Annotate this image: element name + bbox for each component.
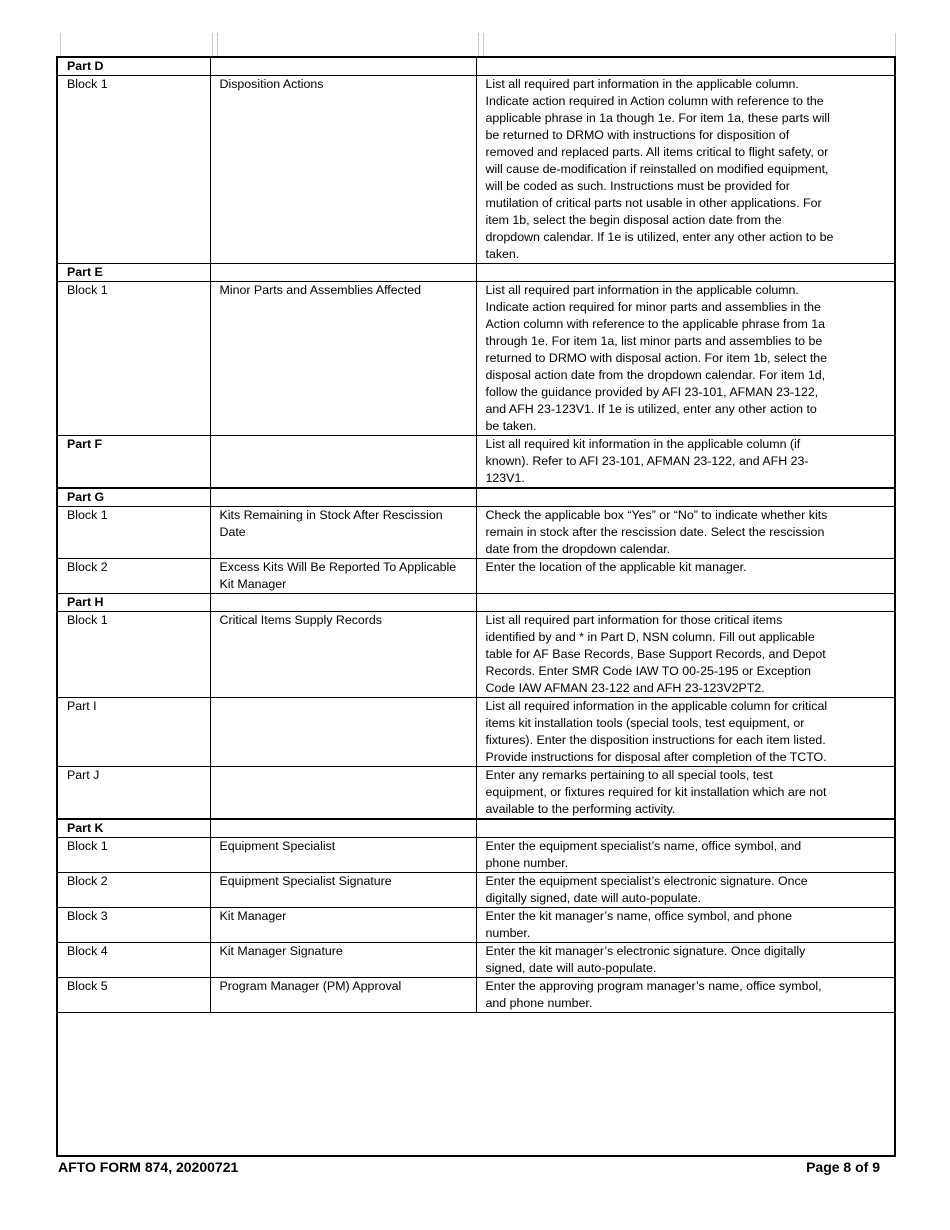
table-row [58, 767, 894, 820]
table-row [58, 58, 894, 76]
table-row [58, 908, 894, 943]
table-row [58, 978, 894, 1013]
part-cell: Part D [58, 58, 210, 76]
table-row [58, 507, 894, 559]
part-cell: Part H [58, 594, 210, 612]
field-name-cell [210, 594, 476, 612]
field-name-cell: Disposition Actions [210, 76, 476, 264]
table-row [58, 436, 894, 489]
field-name-cell [210, 436, 476, 489]
table-row [58, 594, 894, 612]
part-cell: Block 2 [58, 873, 210, 908]
part-cell: Part E [58, 264, 210, 282]
description-cell: Enter the equipment specialist’s electronic signature. Once digitally signed, date will auto-populate. [476, 873, 894, 908]
part-cell: Block 4 [58, 943, 210, 978]
description-cell: List all required part information for those critical items identified by and * in Part D, NSN column. Fill out applicable table for AF Base Records, Base Support Records, and Depot Records. Enter SMR Code IAW TO 00-25-195 or Exception Code IAW AFMAN 23-122 and AFH 23-123V2PT2. [476, 612, 894, 698]
table-row [58, 612, 894, 698]
description-cell: Enter the equipment specialist’s name, office symbol, and phone number. [476, 838, 894, 873]
field-name-cell: Minor Parts and Assemblies Affected [210, 282, 476, 436]
description-cell [476, 58, 894, 76]
description-cell: List all required information in the applicable column for critical items kit installation tools (special tools, test equipment, or fixtures). Enter the disposition instructions for each item listed. Provide instructions for disposal after completion of the TCTO. [476, 698, 894, 767]
field-name-cell: Equipment Specialist Signature [210, 873, 476, 908]
part-cell: Block 1 [58, 507, 210, 559]
part-cell: Block 1 [58, 612, 210, 698]
field-name-cell: Equipment Specialist [210, 838, 476, 873]
table-row [58, 943, 894, 978]
description-cell [476, 594, 894, 612]
description-cell: Enter the kit manager’s electronic signature. Once digitally signed, date will auto-populate. [476, 943, 894, 978]
part-cell: Part G [58, 488, 210, 507]
description-cell: List all required part information in the applicable column. Indicate action required for minor parts and assemblies in the Action column with reference to the applicable phrase from 1a through 1e. For item 1a, list minor parts and assemblies to be returned to DRMO with disposal action. For item 1b, select the disposal action date from the dropdown calendar. For item 1d, follow the guidance provided by AFI 23-101, AFMAN 23-122, and AFH 23-123V1. If 1e is utilized, enter any other action to be taken. [476, 282, 894, 436]
part-cell: Part K [58, 819, 210, 838]
table-row [58, 559, 894, 594]
field-name-cell: Kits Remaining in Stock After Rescission Date [210, 507, 476, 559]
description-cell: List all required kit information in the applicable column (if known). Refer to AFI 23-101, AFMAN 23-122, and AFH 23-123V1. [476, 436, 894, 489]
description-cell: Enter the approving program manager’s name, office symbol, and phone number. [476, 978, 894, 1013]
field-name-cell [210, 264, 476, 282]
description-cell [476, 264, 894, 282]
table-row [58, 838, 894, 873]
part-cell: Block 1 [58, 282, 210, 436]
table-row [58, 76, 894, 264]
field-name-cell: Excess Kits Will Be Reported To Applicable Kit Manager [210, 559, 476, 594]
description-cell [476, 819, 894, 838]
description-cell [476, 488, 894, 507]
field-name-cell [210, 488, 476, 507]
part-cell: Block 5 [58, 978, 210, 1013]
part-cell: Part J [58, 767, 210, 820]
page-number: Page 8 of 9 [806, 1159, 880, 1175]
part-cell: Block 2 [58, 559, 210, 594]
part-cell: Block 1 [58, 838, 210, 873]
table-row [58, 873, 894, 908]
column-guides [60, 33, 896, 57]
description-cell: Check the applicable box “Yes” or “No” to indicate whether kits remain in stock after the rescission date. Select the rescission date from the dropdown calendar. [476, 507, 894, 559]
part-cell: Block 1 [58, 76, 210, 264]
part-cell: Block 3 [58, 908, 210, 943]
field-name-cell [210, 58, 476, 76]
field-name-cell: Program Manager (PM) Approval [210, 978, 476, 1013]
table-row [58, 698, 894, 767]
form-id: AFTO FORM 874, 20200721 [58, 1159, 239, 1175]
description-cell: Enter the kit manager’s name, office symbol, and phone number. [476, 908, 894, 943]
form-frame [56, 56, 896, 1157]
field-name-cell: Critical Items Supply Records [210, 612, 476, 698]
description-cell: Enter the location of the applicable kit manager. [476, 559, 894, 594]
field-name-cell [210, 819, 476, 838]
field-name-cell: Kit Manager [210, 908, 476, 943]
field-name-cell [210, 767, 476, 820]
part-cell: Part I [58, 698, 210, 767]
description-cell: List all required part information in the applicable column. Indicate action required in Action column with reference to the applicable phrase in 1a though 1e. For item 1a, these parts will be returned to DRMO with instructions for disposition of removed and replaced parts. All items critical to flight safety, or will cause de-modification if reinstalled on modified equipment, will be coded as such. Instructions must be provided for mutilation of critical parts not usable in other applications. For item 1b, select the begin disposal action date from the dropdown calendar. If 1e is utilized, enter any other action to be taken. [476, 76, 894, 264]
table-row [58, 264, 894, 282]
table-row [58, 282, 894, 436]
table-row [58, 488, 894, 507]
field-name-cell [210, 698, 476, 767]
field-name-cell: Kit Manager Signature [210, 943, 476, 978]
table-row [58, 819, 894, 838]
description-cell: Enter any remarks pertaining to all special tools, test equipment, or fixtures required for kit installation which are not available to the performing activity. [476, 767, 894, 820]
instructions-table [58, 58, 894, 1013]
part-cell: Part F [58, 436, 210, 489]
